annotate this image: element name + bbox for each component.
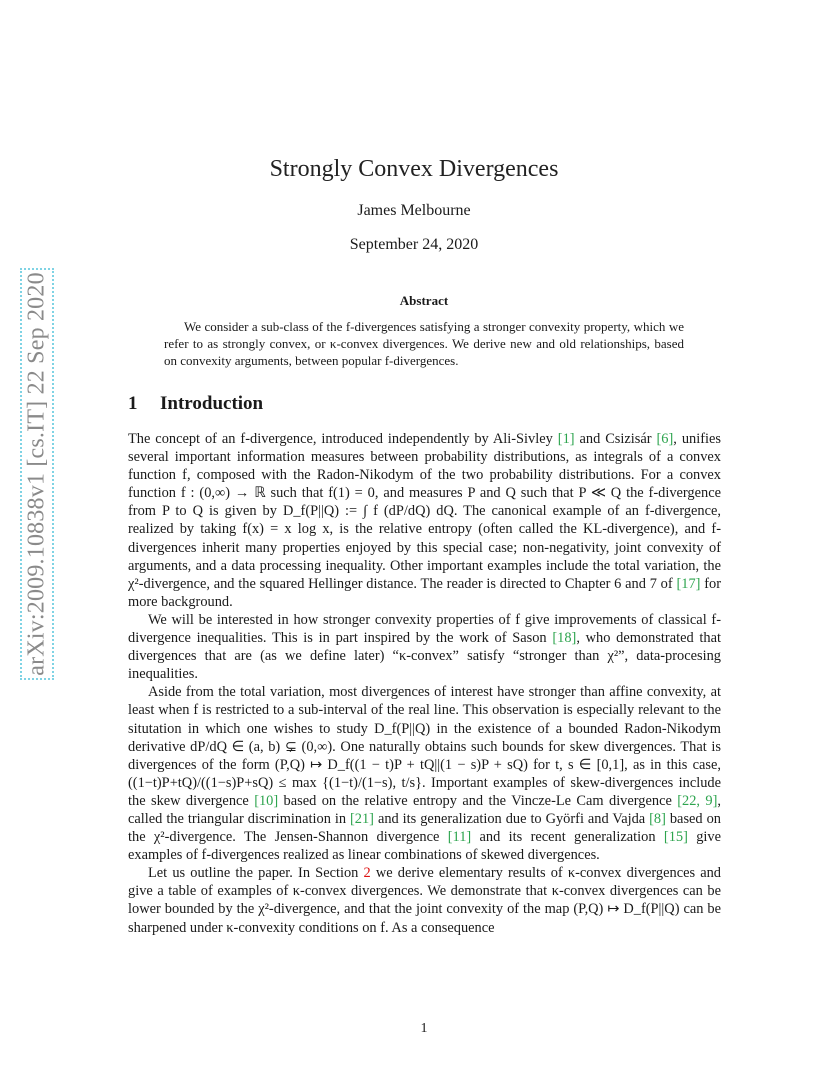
citation-link[interactable]: [8] [649, 810, 666, 827]
paragraph-text: and its recent generalization [471, 829, 664, 846]
paper-author: James Melbourne [357, 202, 471, 219]
section-title: Introduction [160, 393, 264, 414]
paragraph-text: , unifies several important information measures between probability distributions, as integrals of a convex function f, composed with the Radon-Nikodym of the two probability distributions. For a convex function f : (0,∞) → ℝ such that f(1) = 0, and measures P and Q such that P ≪ Q the f-divergence from P to Q is given by D_f(P||Q) := ∫ f (dP/dQ) dQ. The canonical example of an f-divergence, realized by taking f(x) = x log x, is the relative entropy (often called the KL-divergence), and f-divergences inherit many properties enjoyed by this special case; non-negativity, joint convexity of arguments, and a data processing inequality. Other important examples include the total variation, the χ²-divergence, and the squared Hellinger distance. The reader is directed to Chapter 6 and 7 of [128, 431, 721, 592]
paragraph-text: give examples of f-divergences realized as linear combinations of skewed divergences. [128, 829, 722, 864]
page-number: 1 [420, 1021, 428, 1036]
paper-title: Strongly Convex Divergences [269, 156, 559, 182]
paragraph [128, 611, 721, 683]
section-body [128, 430, 721, 937]
citation-link[interactable]: [11] [447, 829, 472, 846]
paragraph-text: Let us outline the paper. In Section [148, 865, 364, 882]
abstract-heading: Abstract [399, 293, 449, 308]
paragraph [128, 864, 721, 936]
citation-link[interactable]: [1] [557, 431, 575, 447]
paragraph-text: we derive elementary results of κ-convex divergences and give a table of examples of κ-convex divergences. We demonstrate that κ-convex divergences can be lower bounded by the χ²-divergence, and that the joint convexity of the map (P,Q) ↦ D_f(P||Q) can be sharpened under κ-convexity conditions on f. As a consequence [128, 865, 721, 936]
paragraph-text: and its generalization due to Györfi and Vajda [373, 810, 650, 827]
abstract-text: We consider a sub-class of the f-divergences satisfying a stronger convexity property, which we refer to as strongly convex, or κ-convex divergences. We derive new and old relationships, based on convexity arguments, between popular f-divergences. [164, 319, 684, 368]
arxiv-identifier: arXiv:2009.10838v1 [cs.IT] 22 Sep 2020 [23, 272, 50, 676]
paragraph-text: for more background. [128, 575, 721, 610]
section-number: 1 [128, 393, 138, 414]
abstract-body [164, 318, 684, 369]
citation-link[interactable]: [17] [676, 575, 701, 592]
paragraph-text: , who demonstrated that divergences that are (as we define later) “κ-convex” satisfy “stronger than χ²”, data-procesing inequalities. [128, 630, 721, 683]
citation-link[interactable]: [21] [350, 810, 374, 827]
paragraph [128, 430, 721, 611]
paragraph [128, 683, 721, 864]
paragraph-text: and Csizisár [574, 431, 657, 447]
paragraph-text: We will be interested in how stronger convexity properties of f give improvements of classical f-divergence inequalities. This is in part inspired by the work of Sason [128, 611, 721, 647]
paragraph-text: based on the χ²-divergence. The Jensen-Shannon divergence [128, 810, 721, 846]
citation-link[interactable]: [22, 9] [677, 792, 718, 809]
paper-date: September 24, 2020 [349, 236, 479, 253]
section-reference-link[interactable]: 2 [363, 865, 371, 882]
citation-link[interactable]: [10] [254, 792, 279, 809]
paragraph-text: The concept of an f-divergence, introduced independently by Ali-Sivley [128, 431, 558, 447]
paragraph-text: Aside from the total variation, most divergences of interest have stronger than affine convexity, at least when f is restricted to a sub-interval of the real line. This observation is especially relevant to the situtation in which one wishes to study D_f(P||Q) in the existence of a bounded Radon-Nikodym derivative dP/dQ ∈ (a, b) ⊊ (0,∞). One naturally obtains such bounds for skew divergences. That is divergences of the form (P,Q) ↦ D_f((1 − t)P + tQ||(1 − s)P + sQ) for t, s ∈ [0,1], as in this case, ((1−t)P+tQ)/((1−s)P+sQ) ≤ max {(1−t)/(1−s), t/s}. Important examples of skew-divergences include the skew divergence [128, 684, 721, 809]
citation-link[interactable]: [18] [552, 630, 577, 647]
citation-link[interactable]: [15] [663, 829, 688, 846]
arxiv-stamp [20, 268, 54, 680]
paragraph-text: , called the triangular discrimination in [128, 792, 722, 827]
citation-link[interactable]: [6] [656, 431, 674, 447]
paragraph-text: based on the relative entropy and the Vincze-Le Cam divergence [278, 792, 678, 809]
